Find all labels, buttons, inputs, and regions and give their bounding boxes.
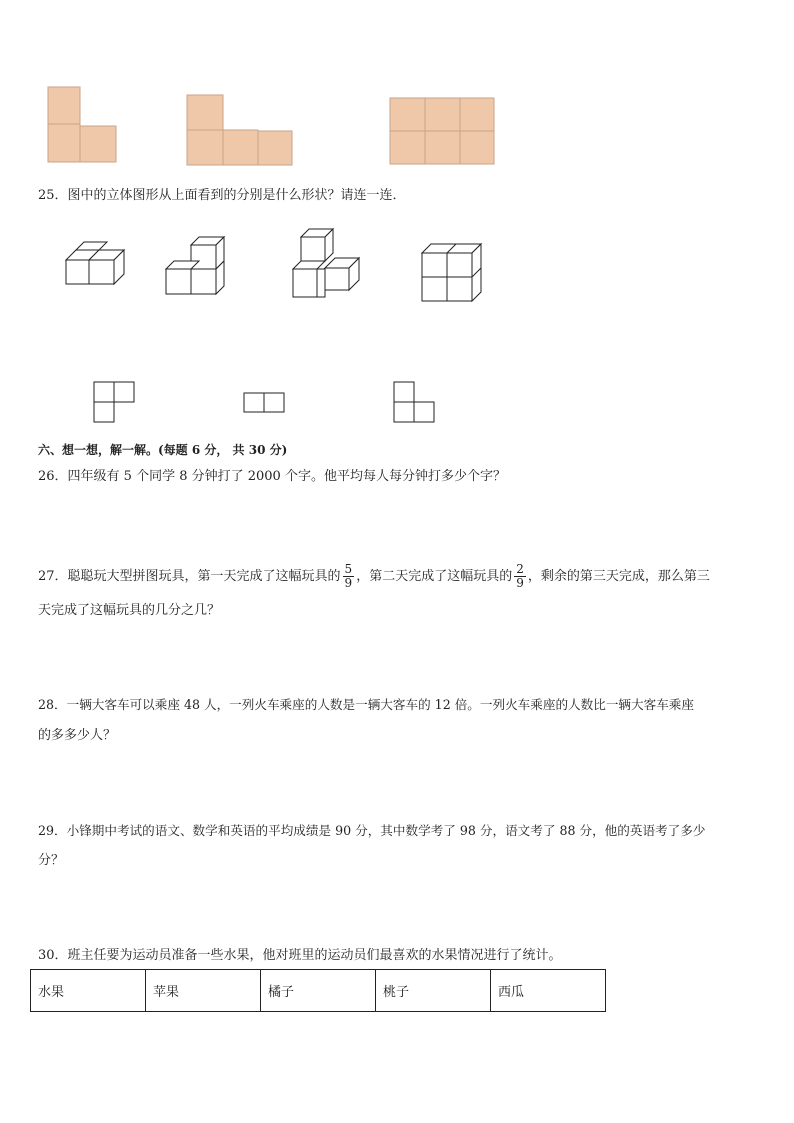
fraction-denominator: 9 xyxy=(516,576,524,590)
fruit-table xyxy=(30,969,606,1012)
tile-shape-rect xyxy=(390,98,494,164)
question-26: 26．四年级有 5 个同学 8 分钟打了 2000 个字。他平均每人每分钟打多少个字？ xyxy=(38,469,506,484)
tile-shapes-row xyxy=(0,0,794,180)
cube-figure-4 xyxy=(422,244,481,301)
cube-figure-3 xyxy=(293,229,359,297)
question-29-line-2: 分？ xyxy=(38,853,65,868)
cube-figure-1 xyxy=(66,242,124,284)
question-27-line-2: 天完成了这幅玩具的几分之几？ xyxy=(38,603,221,618)
question-27-line-1 xyxy=(38,563,710,590)
table-header-cell: 苹果 xyxy=(146,970,261,1012)
question-28-line-2: 的多多少人？ xyxy=(38,728,117,743)
fraction-5-9 xyxy=(343,563,355,590)
question-30: 30．班主任要为运动员准备一些水果，他对班里的运动员们最喜欢的水果情况进行了统计。 xyxy=(38,948,562,963)
question-27-text-a: 27．聪聪玩大型拼图玩具，第一天完成了这幅玩具的 xyxy=(38,569,341,584)
question-27-text-c: ，剩余的第三天完成，那么第三 xyxy=(527,569,710,584)
top-view-shapes xyxy=(0,375,794,430)
table-header-cell: 桃子 xyxy=(376,970,491,1012)
top-view-shape-1 xyxy=(94,382,134,422)
fraction-numerator: 2 xyxy=(516,562,524,576)
tile-shape-step xyxy=(187,95,292,165)
top-view-shape-2 xyxy=(244,393,284,412)
table-row xyxy=(31,970,606,1012)
cube-figure-2 xyxy=(166,237,224,294)
tile-shape-l xyxy=(48,87,116,162)
fraction-denominator: 9 xyxy=(344,576,353,590)
table-header-cell: 橘子 xyxy=(261,970,376,1012)
cube-figures xyxy=(0,220,794,310)
fraction-numerator: 5 xyxy=(344,562,353,576)
question-28-line-1: 28．一辆大客车可以乘座 48 人，一列火车乘座的人数是一辆大客车的 12 倍。一列火车乘座的人数比一辆大客车乘座 xyxy=(38,697,694,712)
table-header-cell: 西瓜 xyxy=(491,970,606,1012)
fraction-2-9 xyxy=(514,563,526,590)
question-25: 25．图中的立体图形从上面看到的分别是什么形状？请连一连． xyxy=(38,188,406,203)
question-29-line-1: 29．小锋期中考试的语文、数学和英语的平均成绩是 90 分，其中数学考了 98 分，语文考了 88 分，他的英语考了多少 xyxy=(38,823,706,838)
top-view-shape-3 xyxy=(394,382,434,422)
table-header-cell: 水果 xyxy=(31,970,146,1012)
section-6-heading: 六、想一想，解一解。(每题 6 分， 共 30 分) xyxy=(38,443,288,457)
question-27-text-b: ，第二天完成了这幅玩具的 xyxy=(356,569,513,584)
